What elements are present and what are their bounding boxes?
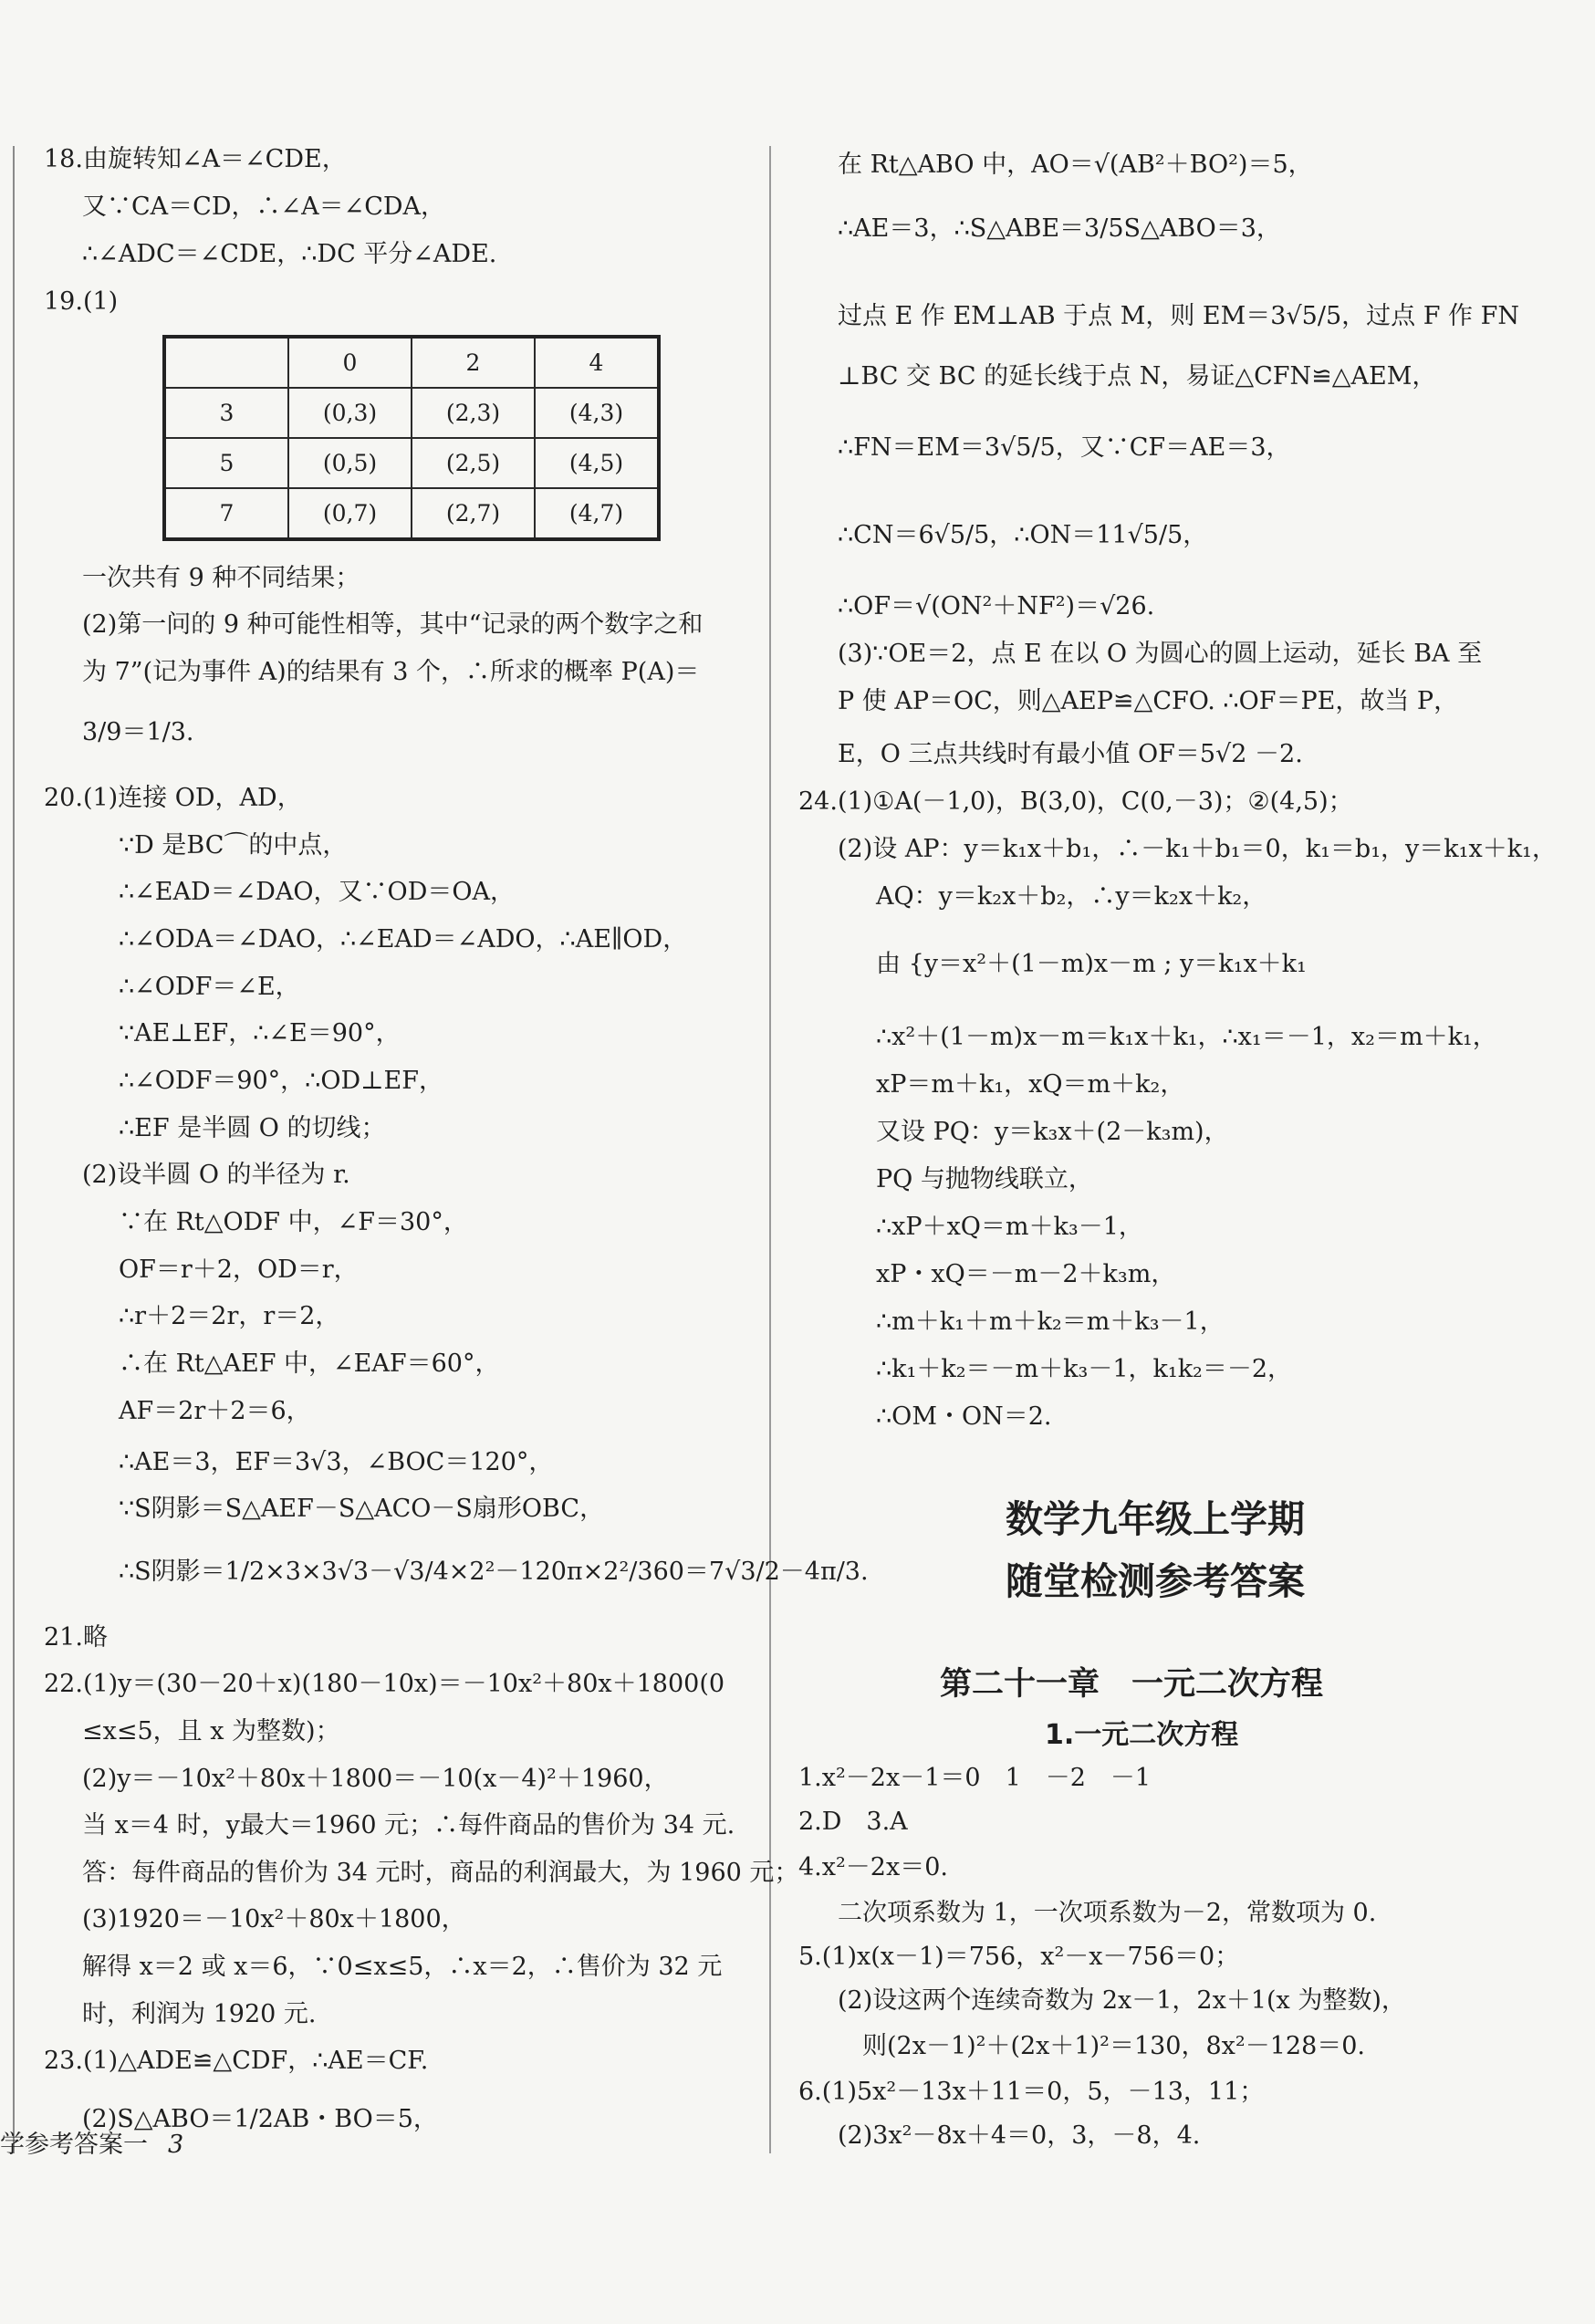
answer-line: ∴EF 是半圆 O 的切线； xyxy=(119,1114,386,1142)
answer-line: 又设 PQ：y＝k₃x＋(2－k₃m)， xyxy=(876,1118,1229,1146)
answer-line: E，O 三点共线时有最小值 OF＝5√2 －2. xyxy=(838,740,1303,768)
answer-line: 6.(1)5x²－13x＋11＝0，5，－13，11； xyxy=(798,2078,1265,2106)
answer-line: (2)3x²－8x＋4＝0，3，－8，4. xyxy=(838,2121,1201,2150)
table-cell: (0,7) xyxy=(288,488,412,539)
answer-line: 21.略 xyxy=(44,1623,108,1652)
answer-line: xP・xQ＝－m－2＋k₃m， xyxy=(876,1260,1176,1288)
answer-line: ∴∠ODF＝90°，∴OD⊥EF， xyxy=(119,1067,443,1095)
answer-line: xP＝m＋k₁，xQ＝m＋k₂， xyxy=(876,1070,1185,1099)
table-cell: 7 xyxy=(164,488,288,539)
answer-line: (2)y＝－10x²＋80x＋1800＝－10(x－4)²＋1960， xyxy=(82,1765,669,1793)
table-row xyxy=(164,388,659,438)
answer-line: 18.由旋转知∠A＝∠CDE， xyxy=(44,145,347,173)
left-margin-rule xyxy=(13,146,15,2153)
answer-line: 解得 x＝2 或 x＝6，∵0≤x≤5，∴x＝2，∴售价为 32 元 xyxy=(82,1953,723,1981)
table-cell: (0,3) xyxy=(288,388,412,438)
answer-line: ∵D 是BC⌒的中点， xyxy=(119,831,348,860)
page-footer xyxy=(0,2124,183,2160)
answer-line: 22.(1)y＝(30－20＋x)(180－10x)＝－10x²＋80x＋1800(0 xyxy=(44,1670,725,1698)
result-table xyxy=(162,335,661,541)
answer-line: ∴∠ADC＝∠CDE，∴DC 平分∠ADE. xyxy=(82,240,497,268)
answer-line: ∴∠ODA＝∠DAO，∴∠EAD＝∠ADO，∴AE∥OD， xyxy=(119,925,688,954)
answer-line: 则(2x－1)²＋(2x＋1)²＝130，8x²－128＝0. xyxy=(862,2032,1366,2060)
answer-line: 二次项系数为 1，一次项系数为－2，常数项为 0. xyxy=(838,1899,1377,1927)
answer-line: ∵在 Rt△ODF 中，∠F＝30°， xyxy=(119,1208,468,1236)
answer-line: (3)∵OE＝2，点 E 在以 O 为圆心的圆上运动，延长 BA 至 xyxy=(838,640,1483,668)
answer-line: 1.x²－2x－1＝0 1 －2 －1 xyxy=(798,1764,1152,1792)
page-number: 3 xyxy=(168,2131,184,2159)
answer-line: ⊥BC 交 BC 的延长线于点 N，易证△CFN≌△AEM， xyxy=(838,362,1437,391)
table-cell: (2,3) xyxy=(412,388,535,438)
answer-line: 3/9＝1/3. xyxy=(82,718,194,746)
answer-line: 23.(1)△ADE≌△CDF，∴AE＝CF. xyxy=(44,2047,429,2075)
answer-line: (2)设这两个连续奇数为 2x－1，2x＋1(x 为整数)， xyxy=(838,1986,1406,2015)
answer-line: ≤x≤5，且 x 为整数)； xyxy=(82,1717,340,1746)
answer-line: ∴AE＝3，EF＝3√3，∠BOC＝120°， xyxy=(119,1448,554,1476)
answer-line: ∴S阴影＝1/2×3×3√3－√3/4×2²－120π×2²/360＝7√3/2－4π/3. xyxy=(119,1558,869,1586)
answer-line: ∴r＋2＝2r，r＝2， xyxy=(119,1302,340,1330)
answer-line: ∴OF＝√(ON²＋NF²)＝√26. xyxy=(838,592,1155,620)
table-cell: (4,7) xyxy=(535,488,659,539)
answer-line: ∵AE⊥EF，∴∠E＝90°， xyxy=(119,1019,401,1047)
answer-line: 答：每件商品的售价为 34 元时，商品的利润最大，为 1960 元； xyxy=(82,1859,799,1887)
table-cell: (0,5) xyxy=(288,438,412,488)
answer-line: 在 Rt△ABO 中，AO＝√(AB²＋BO²)＝5， xyxy=(838,151,1313,179)
answer-line: (2)设半圆 O 的半径为 r. xyxy=(82,1161,350,1189)
footer-text: 学参考答案一 xyxy=(0,2131,148,2159)
answer-line: 为 7”(记为事件 A)的结果有 3 个，∴所求的概率 P(A)＝ xyxy=(82,658,700,686)
table-row xyxy=(164,488,659,539)
table-cell: (2,7) xyxy=(412,488,535,539)
column-divider xyxy=(769,146,771,2153)
answer-line: ∴xP＋xQ＝m＋k₃－1， xyxy=(876,1213,1143,1241)
answer-line: ∴k₁＋k₂＝－m＋k₃－1，k₁k₂＝－2， xyxy=(876,1355,1293,1383)
answer-line: 由 {y＝x²＋(1－m)x－m ; y＝k₁x＋k₁ xyxy=(876,950,1307,978)
answer-line: (2)设 AP：y＝k₁x＋b₁，∴－k₁＋b₁＝0，k₁＝b₁，y＝k₁x＋k₁， xyxy=(838,835,1557,863)
answer-line: 一次共有 9 种不同结果； xyxy=(82,564,360,592)
table-cell: 0 xyxy=(288,337,412,388)
answer-line: ∴FN＝EM＝3√5/5，又∵CF＝AE＝3， xyxy=(838,433,1291,462)
answer-line: 19.(1) xyxy=(44,287,119,316)
answer-line: 20.(1)连接 OD，AD， xyxy=(44,784,302,812)
table-row xyxy=(164,337,659,388)
answer-line: 又∵CA＝CD，∴∠A＝∠CDA， xyxy=(82,193,446,221)
answer-line: ∴x²＋(1－m)x－m＝k₁x＋k₁，∴x₁＝－1，x₂＝m＋k₁， xyxy=(876,1023,1497,1051)
answer-line: ∴OM・ON＝2. xyxy=(876,1402,1052,1431)
answer-line: (2)S△ABO＝1/2AB・BO＝5， xyxy=(82,2105,438,2133)
answer-line: ∵S阴影＝S△AEF－S△ACO－S扇形OBC， xyxy=(119,1495,605,1523)
answer-line: OF＝r＋2，OD＝r， xyxy=(119,1256,359,1284)
answer-line: 5.(1)x(x－1)＝756，x²－x－756＝0； xyxy=(798,1943,1240,1971)
answer-line: 时，利润为 1920 元. xyxy=(82,2000,317,2028)
answer-line: ∴∠EAD＝∠DAO，又∵OD＝OA， xyxy=(119,878,515,906)
table-cell: 5 xyxy=(164,438,288,488)
section-title: 数学九年级上学期 xyxy=(1006,1497,1305,1541)
table-cell xyxy=(164,337,288,388)
answer-line: 24.(1)①A(－1,0)，B(3,0)，C(0,－3)；②(4,5)； xyxy=(798,787,1353,816)
chapter-heading: 第二十一章 一元二次方程 xyxy=(940,1666,1324,1703)
section-title: 随堂检测参考答案 xyxy=(1006,1559,1305,1603)
answer-line: 当 x＝4 时，y最大＝1960 元；∴每件商品的售价为 34 元. xyxy=(82,1811,735,1839)
table-cell: (4,5) xyxy=(535,438,659,488)
table-row xyxy=(164,438,659,488)
answer-line: 4.x²－2x＝0. xyxy=(798,1853,948,1881)
answer-line: P 使 AP＝OC，则△AEP≌△CFO. ∴OF＝PE，故当 P， xyxy=(838,687,1459,715)
table-cell: (2,5) xyxy=(412,438,535,488)
answer-line: ∴AE＝3，∴S△ABE＝3/5S△ABO＝3， xyxy=(838,214,1281,243)
answer-line: ∴m＋k₁＋m＋k₂＝m＋k₃－1， xyxy=(876,1308,1225,1336)
answer-line: 2.D 3.A xyxy=(798,1808,908,1836)
table-cell: (4,3) xyxy=(535,388,659,438)
answer-line: PQ 与抛物线联立， xyxy=(876,1165,1093,1193)
answer-line: (2)第一问的 9 种可能性相等，其中“记录的两个数字之和 xyxy=(82,610,704,639)
answer-line: AF＝2r＋2＝6， xyxy=(119,1397,311,1425)
answer-line: AQ：y＝k₂x＋b₂，∴y＝k₂x＋k₂， xyxy=(876,882,1267,911)
table-cell: 3 xyxy=(164,388,288,438)
answer-line: ∴∠ODF＝∠E， xyxy=(119,973,300,1001)
answer-line: ∴在 Rt△AEF 中，∠EAF＝60°， xyxy=(119,1350,500,1378)
table-cell: 4 xyxy=(535,337,659,388)
answer-line: ∴CN＝6√5/5，∴ON＝11√5/5， xyxy=(838,521,1208,549)
answer-line: (3)1920＝－10x²＋80x＋1800， xyxy=(82,1905,466,1933)
table-cell: 2 xyxy=(412,337,535,388)
answer-line: 过点 E 作 EM⊥AB 于点 M，则 EM＝3√5/5，过点 F 作 FN xyxy=(838,302,1519,330)
subsection-heading: 1.一元二次方程 xyxy=(1045,1719,1239,1751)
